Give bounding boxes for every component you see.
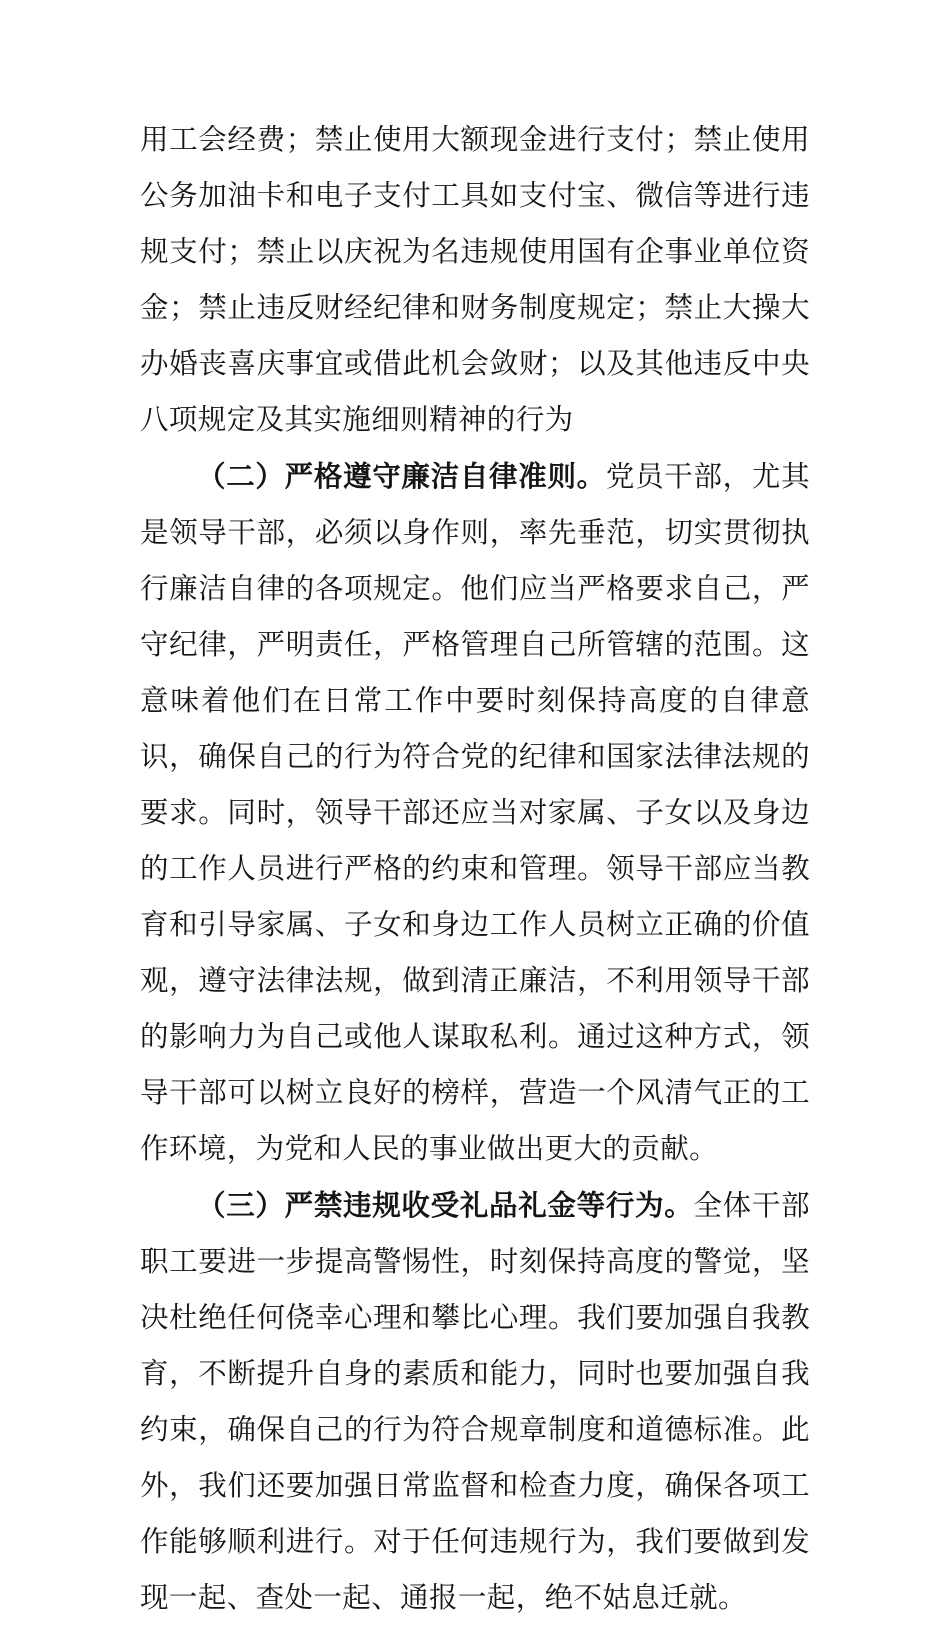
paragraph-section-three <box>140 1177 810 1626</box>
section-heading-three: （三）严禁违规收受礼品礼金等行为。 <box>197 1188 694 1222</box>
paragraph-section-two <box>140 448 810 1177</box>
paragraph-text: 用工会经费；禁止使用大额现金进行支付；禁止使用公务加油卡和电子支付工具如支付宝、微信等进行违规支付；禁止以庆祝为名违规使用国有企事业单位资金；禁止违反财经纪律和财务制度规定；禁止大操大办婚丧喜庆事宜或借此机会敛财；以及其他违反中央八项规定及其实施细则精神的行为 <box>140 123 810 436</box>
section-heading-two: （二）严格遵守廉洁自律准则。 <box>197 459 606 493</box>
document-body <box>140 112 810 1626</box>
paragraph-text: 全体干部职工要进一步提高警惕性，时刻保持高度的警觉，坚决杜绝任何侥幸心理和攀比心理。我们要加强自我教育，不断提升自身的素质和能力，同时也要加强自我约束，确保自己的行为符合规章制度和道德标准。此外，我们还要加强日常监督和检查力度，确保各项工作能够顺利进行。对于任何违规行为，我们要做到发现一起、查处一起、通报一起，绝不姑息迁就。 <box>140 1189 810 1614</box>
paragraph-continuation <box>140 112 810 448</box>
paragraph-text: 党员干部，尤其是领导干部，必须以身作则，率先垂范，切实贯彻执行廉洁自律的各项规定。他们应当严格要求自己，严守纪律，严明责任，严格管理自己所管辖的范围。这意味着他们在日常工作中要时刻保持高度的自律意识，确保自己的行为符合党的纪律和国家法律法规的要求。同时，领导干部还应当对家属、子女以及身边的工作人员进行严格的约束和管理。领导干部应当教育和引导家属、子女和身边工作人员树立正确的价值观，遵守法律法规，做到清正廉洁，不利用领导干部的影响力为自己或他人谋取私利。通过这种方式，领导干部可以树立良好的榜样，营造一个风清气正的工作环境，为党和人民的事业做出更大的贡献。 <box>140 460 810 1165</box>
